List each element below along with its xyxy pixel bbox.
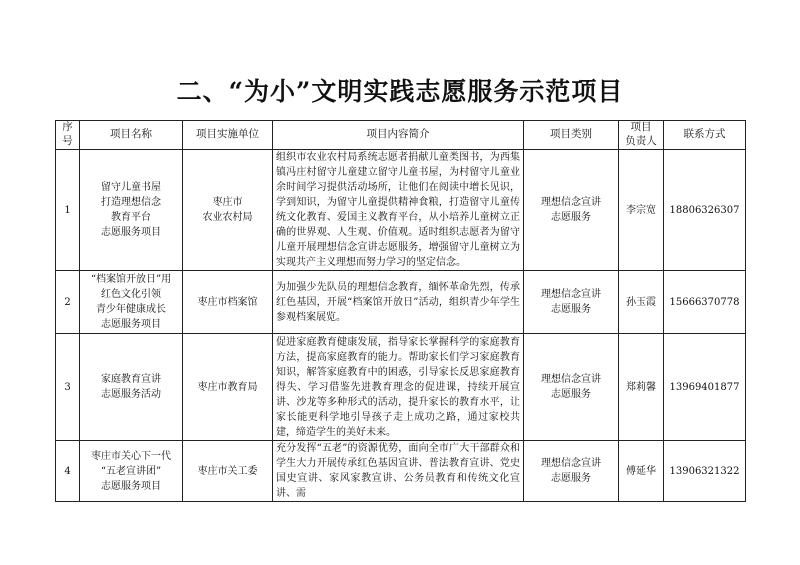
category-line: 志愿服务 [551, 304, 591, 315]
project-name-line: 志愿服务项目 [101, 227, 161, 238]
project-name-line: 留守儿童书屋 [101, 182, 161, 193]
project-name-line: 志愿服务项目 [101, 480, 161, 492]
table-row [56, 334, 746, 441]
project-name-line: “五老宣讲团” [100, 465, 162, 477]
category-line: 理想信念宣讲 [541, 374, 601, 385]
header-contact: 联系方式 [664, 121, 746, 150]
unit-line: 枣庄市教育局 [197, 381, 258, 393]
header-content: 项目内容简介 [273, 121, 524, 150]
category-line: 理想信念宣讲 [541, 197, 601, 208]
project-name-line: 打造理想信念 [101, 197, 161, 208]
table-row [56, 150, 746, 271]
unit-cell [183, 441, 273, 502]
category-line: 志愿服务 [551, 389, 591, 400]
category-line: 志愿服务 [551, 473, 591, 484]
header-seq-line2: 号 [62, 135, 73, 147]
category-line: 理想信念宣讲 [541, 289, 601, 300]
owner-cell: 李宗宽 [619, 150, 664, 271]
project-name-line: “档案馆开放日”用 [90, 274, 172, 285]
owner-cell: 孙玉霞 [619, 271, 664, 334]
header-seq [56, 121, 80, 150]
header-unit: 项目实施单位 [183, 121, 273, 150]
seq-cell: 1 [56, 150, 80, 271]
project-name-line: 教育平台 [111, 212, 151, 223]
page-title: 二、“为小”文明实践志愿服务示范项目 [176, 77, 624, 106]
table-row [56, 271, 746, 334]
unit-cell [183, 150, 273, 271]
phone-cell: 13969401877 [664, 334, 746, 441]
category-cell [524, 271, 619, 334]
content-cell: 充分发挥“五老”的资源优势，面向全市广大干部群众和学生大力开展传承红色基因宣讲、普法教育宣讲、党史国史宣讲、家风家教宣讲、公务员教育和传统文化宣讲、需 [273, 441, 524, 502]
unit-line: 枣庄市档案馆 [197, 296, 258, 308]
unit-cell [183, 271, 273, 334]
category-cell [524, 150, 619, 271]
project-name-line: 志愿服务活动 [101, 389, 161, 400]
owner-cell: 郑莉馨 [619, 334, 664, 441]
seq-cell: 2 [56, 271, 80, 334]
table-row [56, 441, 746, 502]
content-cell: 促进家庭教育健康发展，指导家长掌握科学的家庭教育方法，提高家庭教育的能力。帮助家长们学习家庭教育知识，解答家庭教育中的困惑，引导家长反思家庭教育得失、学习借鉴先进教育理念的促进课，持续开展宣讲、沙龙等多种形式的活动，提升家长的教育水平，让家长能更科学地引导孩子走上成功之路，通过家校共建，缔造学生的美好未来。 [273, 334, 524, 441]
project-name-line: 志愿服务项目 [101, 319, 161, 330]
content-cell: 为加强少先队员的理想信念教育，缅怀革命先烈，传承红色基因，开展“档案馆开放日”活动，组织青少年学生参观档案展览。 [273, 271, 524, 334]
category-cell [524, 441, 619, 502]
category-cell [524, 334, 619, 441]
seq-cell: 4 [56, 441, 80, 502]
project-name-line: 青少年健康成长 [96, 304, 166, 315]
project-name-cell [80, 150, 183, 271]
unit-cell [183, 334, 273, 441]
project-name-line: 家庭教育宣讲 [101, 374, 161, 385]
project-name-line: 红色文化引领 [101, 289, 161, 300]
project-name-cell [80, 441, 183, 502]
content-cell: 组织市农业农村局系统志愿者捐献儿童类图书，为西集镇冯庄村留守儿童建立留守儿童书屋，为村留守儿童业余时间学习提供活动场所，让他们在阅读中增长见识，学到知识，为留守儿童提供精神食粮，打造留守儿童传统文化教育、爱国主义教育平台，从小培养儿童树立正确的世界观、人生观、价值观。适时组织志愿者为留守儿童开展理想信念宣讲志愿服务，增强留守儿童树立为实现共产主义理想而努力学习的坚定信念。 [273, 150, 524, 271]
unit-line: 农业农村局 [202, 212, 253, 223]
phone-cell: 18806326307 [664, 150, 746, 271]
projects-table [55, 120, 746, 502]
header-category: 项目类别 [524, 121, 619, 150]
project-name-line: 枣庄市关心下一代 [91, 450, 171, 462]
header-seq-line1: 序 [62, 121, 73, 134]
header-owner [619, 121, 664, 150]
unit-line: 枣庄市 [212, 197, 243, 208]
phone-cell: 13906321322 [664, 441, 746, 502]
header-row [56, 121, 746, 150]
unit-line: 枣庄市关工委 [197, 465, 258, 477]
header-owner-line1: 项目 [630, 121, 652, 134]
category-line: 志愿服务 [551, 212, 591, 223]
seq-cell: 3 [56, 334, 80, 441]
project-name-cell [80, 334, 183, 441]
category-line: 理想信念宣讲 [541, 458, 601, 469]
phone-cell: 15666370778 [664, 271, 746, 334]
project-name-cell [80, 271, 183, 334]
header-name: 项目名称 [80, 121, 183, 150]
header-owner-line2: 负责人 [625, 135, 657, 147]
owner-cell: 傅延华 [619, 441, 664, 502]
